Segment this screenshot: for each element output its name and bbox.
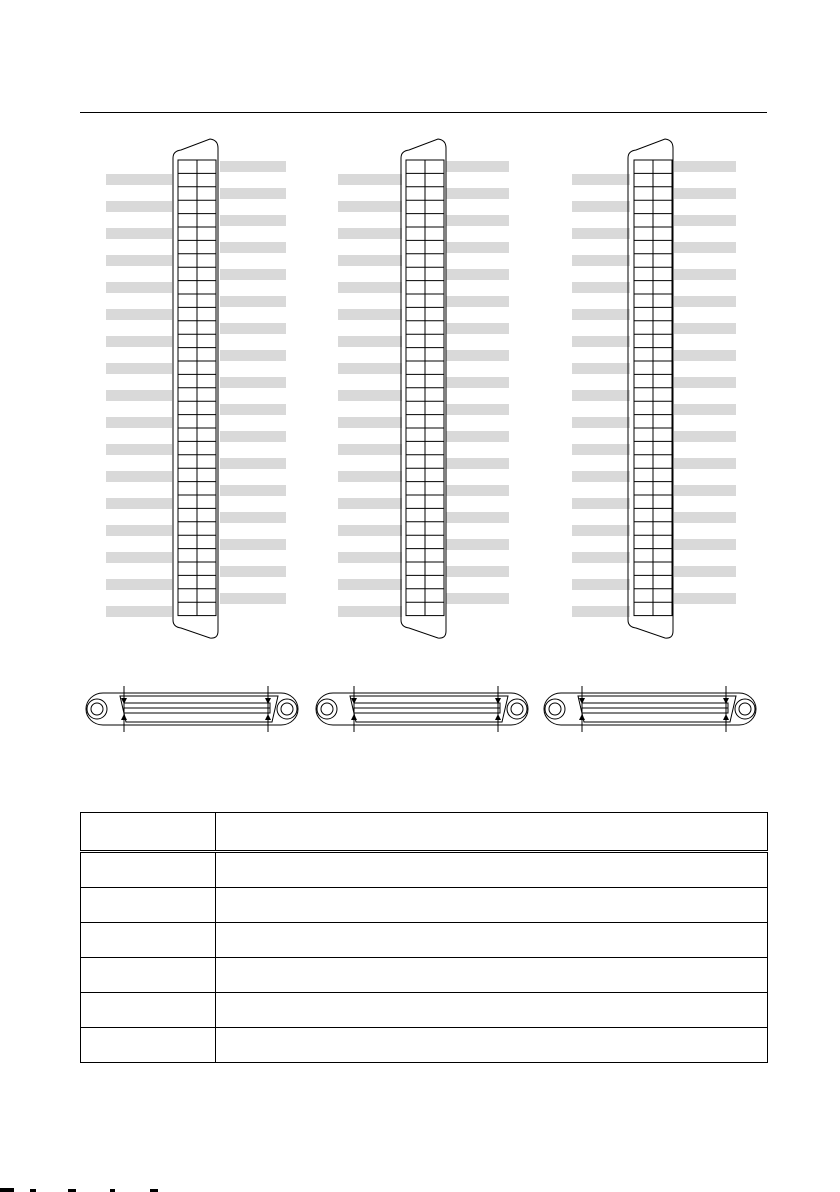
pin-label-bar-right <box>674 161 736 172</box>
pin-label-bar-left <box>106 606 172 617</box>
pin-label-bar-right <box>674 188 736 199</box>
pin-label-bar-right <box>674 242 736 253</box>
pin-label-bar-right <box>220 431 286 442</box>
pin-label-bar-left <box>106 444 172 455</box>
table-cell-description <box>216 958 768 993</box>
signal-description-table <box>80 812 768 1063</box>
connector-middle <box>316 139 528 732</box>
page-edge-marks <box>0 1188 180 1192</box>
table-row <box>81 923 768 958</box>
pin-label-bar-right <box>674 404 736 415</box>
pin-label-bar-right <box>674 458 736 469</box>
pin-label-bar-right <box>220 485 286 496</box>
pin-label-bar-right <box>674 539 736 550</box>
mounting-hole-inner <box>281 703 293 715</box>
mounting-hole-inner <box>511 703 523 715</box>
pin-label-bar-left <box>572 579 630 590</box>
pin-label-bar-right <box>220 161 286 172</box>
pin-label-bar-left <box>572 282 630 293</box>
pin-label-bar-left <box>106 255 172 266</box>
pin-label-bar-left <box>338 174 402 185</box>
pin-label-bar-left <box>338 228 402 239</box>
pin-label-bar-right <box>446 350 509 361</box>
pin-label-bar-right <box>446 215 509 226</box>
pin-label-bar-left <box>338 255 402 266</box>
pin-label-bar-left <box>106 228 172 239</box>
pin-label-bar-right <box>220 566 286 577</box>
pin-marker-arrow-up <box>351 714 357 720</box>
pin-label-bar-right <box>220 323 286 334</box>
table-cell-signal <box>81 958 216 993</box>
pin-label-bar-left <box>572 525 630 536</box>
pin-label-bar-right <box>674 215 736 226</box>
mounting-hole-outer <box>735 699 755 719</box>
pin-label-bar-left <box>338 606 402 617</box>
pin-label-bar-right <box>220 377 286 388</box>
pin-marker-arrow-up <box>265 714 271 720</box>
pin-label-bar-right <box>220 350 286 361</box>
table-header-description <box>216 813 768 852</box>
table-row <box>81 1028 768 1063</box>
pin-label-bar-right <box>220 458 286 469</box>
mounting-hole-inner <box>739 703 751 715</box>
pin-label-bar-left <box>572 417 630 428</box>
pin-label-bar-right <box>446 296 509 307</box>
pin-label-bar-left <box>338 309 402 320</box>
table-row <box>81 888 768 923</box>
pin-label-bar-right <box>446 242 509 253</box>
pin-label-bar-left <box>338 336 402 347</box>
pin-label-bar-left <box>572 363 630 374</box>
pin-label-bar-right <box>674 512 736 523</box>
table-header-row <box>81 813 768 852</box>
table-cell-description <box>216 888 768 923</box>
pin-marker-arrow-up <box>579 714 585 720</box>
pin-label-bar-right <box>220 269 286 280</box>
table-cell-signal <box>81 993 216 1028</box>
pin-label-bar-right <box>220 188 286 199</box>
pin-label-bar-left <box>106 552 172 563</box>
pin-label-bar-right <box>446 431 509 442</box>
pin-label-bar-left <box>572 255 630 266</box>
pin-label-bar-left <box>106 201 172 212</box>
pin-label-bar-left <box>572 390 630 401</box>
pin-label-bar-left <box>106 309 172 320</box>
pin-label-bar-right <box>446 539 509 550</box>
table-row <box>81 958 768 993</box>
table-row <box>81 993 768 1028</box>
pin-label-bar-left <box>572 606 630 617</box>
pin-label-bar-left <box>106 471 172 482</box>
pin-label-bar-left <box>338 444 402 455</box>
pin-label-bar-right <box>674 377 736 388</box>
connector-left <box>86 139 298 732</box>
pin-label-bar-right <box>446 458 509 469</box>
pin-label-bar-left <box>106 579 172 590</box>
pin-label-bar-right <box>220 296 286 307</box>
pin-label-bar-right <box>674 269 736 280</box>
pin-label-bar-left <box>572 552 630 563</box>
pin-label-bar-left <box>572 444 630 455</box>
mounting-hole-inner <box>549 703 561 715</box>
pin-label-bar-right <box>446 566 509 577</box>
mounting-hole-outer <box>317 699 337 719</box>
pin-label-bar-left <box>106 390 172 401</box>
pin-label-bar-left <box>572 201 630 212</box>
pin-label-bar-right <box>446 512 509 523</box>
pin-label-bar-right <box>446 377 509 388</box>
pin-label-bar-right <box>220 404 286 415</box>
pin-label-bar-left <box>338 498 402 509</box>
pin-label-bar-right <box>446 323 509 334</box>
pin-label-bar-left <box>572 174 630 185</box>
pin-label-bar-right <box>220 539 286 550</box>
pin-label-bar-left <box>338 525 402 536</box>
pin-label-bar-left <box>338 579 402 590</box>
pin-label-bar-left <box>338 390 402 401</box>
pin-label-bar-right <box>674 431 736 442</box>
pin-marker-arrow-up <box>495 714 501 720</box>
pin-label-bar-left <box>338 363 402 374</box>
pin-label-bar-right <box>674 566 736 577</box>
pin-label-bar-left <box>338 471 402 482</box>
pin-label-bar-left <box>106 498 172 509</box>
table-cell-signal <box>81 888 216 923</box>
mounting-hole-outer <box>87 699 107 719</box>
pin-label-bar-right <box>674 593 736 604</box>
table-cell-signal <box>81 923 216 958</box>
table-cell-description <box>216 923 768 958</box>
table-cell-description <box>216 852 768 888</box>
pin-label-bar-left <box>106 417 172 428</box>
pin-label-bar-left <box>572 228 630 239</box>
mounting-hole-outer <box>545 699 565 719</box>
pin-label-bar-right <box>446 485 509 496</box>
mounting-hole-inner <box>321 703 333 715</box>
pin-label-bar-right <box>446 404 509 415</box>
table-cell-description <box>216 993 768 1028</box>
pin-label-bar-left <box>572 309 630 320</box>
pin-label-bar-left <box>572 471 630 482</box>
pin-label-bar-right <box>674 296 736 307</box>
table-header-signal <box>81 813 216 852</box>
pin-marker-arrow-up <box>723 714 729 720</box>
pin-label-bar-left <box>572 498 630 509</box>
mounting-hole-inner <box>91 703 103 715</box>
pin-label-bar-left <box>338 282 402 293</box>
pin-marker-arrow-up <box>121 714 127 720</box>
pin-label-bar-left <box>338 552 402 563</box>
connector-face-view <box>316 686 528 732</box>
pin-label-bar-left <box>106 525 172 536</box>
mounting-hole-outer <box>507 699 527 719</box>
pin-label-bar-left <box>338 417 402 428</box>
connector-right <box>544 139 756 732</box>
connector-face-view <box>544 686 756 732</box>
pin-label-bar-right <box>446 269 509 280</box>
pin-label-bar-right <box>674 485 736 496</box>
pin-label-bar-left <box>106 336 172 347</box>
pin-label-bar-left <box>106 282 172 293</box>
pin-label-bar-right <box>220 512 286 523</box>
table-cell-signal <box>81 1028 216 1063</box>
table-row <box>81 852 768 888</box>
pin-label-bar-right <box>220 215 286 226</box>
connector-face-view <box>86 686 298 732</box>
pin-label-bar-right <box>220 593 286 604</box>
table-cell-description <box>216 1028 768 1063</box>
mounting-hole-outer <box>277 699 297 719</box>
pin-label-bar-right <box>674 350 736 361</box>
pin-label-bar-right <box>446 188 509 199</box>
pin-label-bar-left <box>106 174 172 185</box>
pin-label-bar-right <box>446 593 509 604</box>
pin-label-bar-right <box>446 161 509 172</box>
table-cell-signal <box>81 852 216 888</box>
pin-label-bar-left <box>338 201 402 212</box>
pin-label-bar-right <box>674 323 736 334</box>
pin-label-bar-left <box>106 363 172 374</box>
pin-label-bar-right <box>220 242 286 253</box>
pin-label-bar-left <box>572 336 630 347</box>
